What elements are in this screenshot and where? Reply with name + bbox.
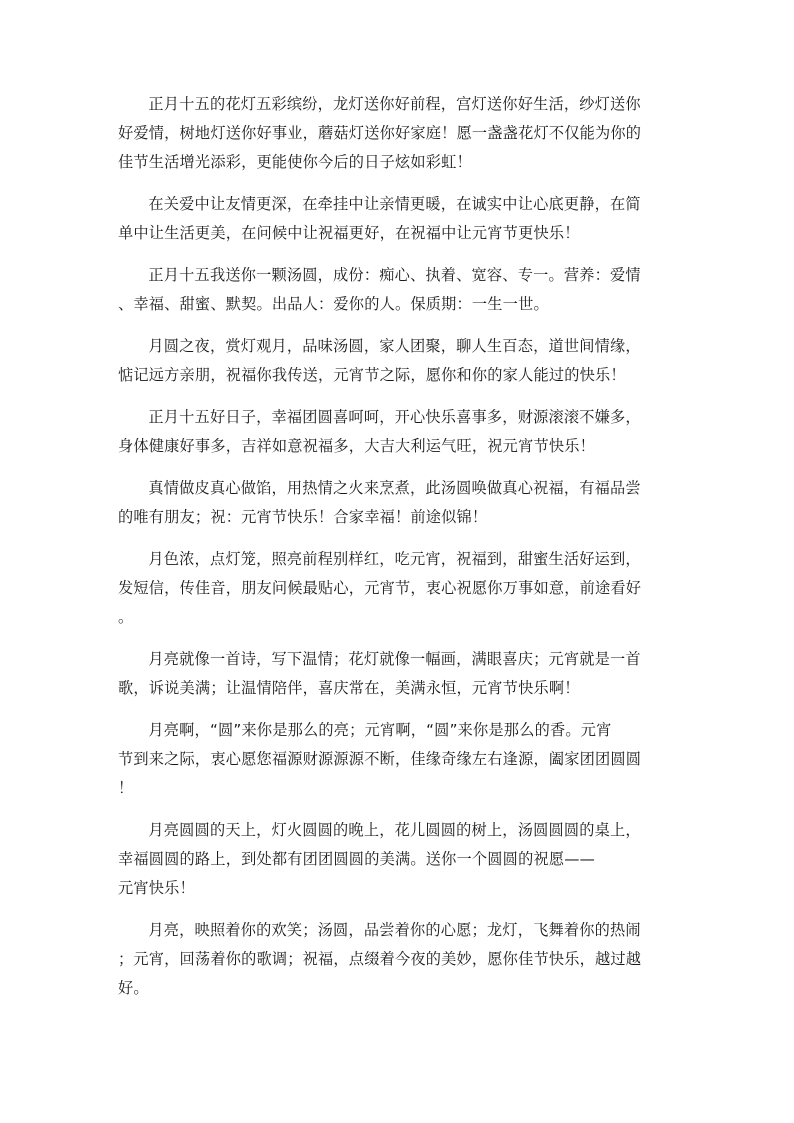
paragraph-line: 正月十五我送你一颗汤圆，成份：痴心、执着、宽容、专一。营养：爱情 [148, 266, 641, 284]
paragraph-line: 月圆之夜，赏灯观月，品味汤圆，家人团聚，聊人生百态，道世间情缘， [148, 337, 641, 355]
paragraph-1 [118, 90, 678, 177]
paragraph-line: ；元宵，回荡着你的歌调；祝福，点缀着今夜的美妙，愿你佳节快乐，越过越 [118, 950, 642, 968]
paragraph-line: 佳节生活增光添彩，更能使你今后的日子炫如彩虹！ [118, 153, 472, 171]
paragraph-6 [118, 474, 678, 532]
document-body [118, 90, 678, 1016]
paragraph-line: 真情做皮真心做馅，用热情之火来烹煮，此汤圆唤做真心祝福，有福品尝 [148, 479, 641, 497]
paragraph-line: 月色浓，点灯笼，照亮前程别样红，吃元宵，祝福到，甜蜜生活好运到， [148, 550, 641, 568]
paragraph-line: 节到来之际，衷心愿您福源财源源源不断，佳缘奇缘左右逢源，阖家团团圆圆 [118, 750, 642, 768]
paragraph-line: 的唯有朋友；祝：元宵节快乐！合家幸福！前途似锦！ [118, 508, 488, 526]
paragraph-line: 幸福圆圆的路上，到处都有团团圆圆的美满。送你一个圆圆的祝愿—— [118, 850, 596, 868]
paragraph-line: 惦记远方亲朋，祝福你我传送，元宵节之际，愿你和你的家人能过的快乐！ [118, 366, 626, 384]
paragraph-line: 。 [118, 608, 134, 626]
paragraph-5 [118, 403, 678, 461]
paragraph-line: 好爱情，树地灯送你好事业，蘑菇灯送你好家庭！愿一盏盏花灯不仅能为你的 [118, 124, 642, 142]
paragraph-7 [118, 545, 678, 632]
paragraph-8 [118, 645, 678, 703]
paragraph-line: 歌，诉说美满；让温情陪伴，喜庆常在，美满永恒，元宵节快乐啊！ [118, 679, 580, 697]
paragraph-line: 发短信，传佳音，朋友问候最贴心，元宵节，衷心祝愿你万事如意，前途看好 [118, 579, 642, 597]
paragraph-11 [118, 916, 678, 1003]
paragraph-2 [118, 190, 678, 248]
paragraph-line: 、幸福、甜蜜、默契。出品人：爱你的人。保质期：一生一世。 [118, 295, 549, 313]
paragraph-line: 在关爱中让友情更深，在牵挂中让亲情更暖，在诚实中让心底更静，在简 [148, 195, 641, 213]
paragraph-line: 正月十五的花灯五彩缤纷，龙灯送你好前程，宫灯送你好生活，纱灯送你 [148, 95, 641, 113]
paragraph-line: 月亮就像一首诗，写下温情；花灯就像一幅画，满眼喜庆；元宵就是一首 [148, 650, 641, 668]
paragraph-line: 月亮啊，“圆”来你是那么的亮；元宵啊，“圆”来你是那么的香。元宵 [148, 721, 612, 739]
paragraph-line: 元宵快乐！ [118, 879, 195, 897]
paragraph-line: 月亮，映照着你的欢笑；汤圆，品尝着你的心愿；龙灯，飞舞着你的热闹 [148, 921, 641, 939]
paragraph-line: 单中让生活更美，在问候中让祝福更好，在祝福中让元宵节更快乐！ [118, 224, 580, 242]
paragraph-line: 月亮圆圆的天上，灯火圆圆的晚上，花儿圆圆的树上，汤圆圆圆的桌上， [148, 821, 641, 839]
paragraph-line: 身体健康好事多，吉祥如意祝福多，大吉大利运气旺，祝元宵节快乐！ [118, 437, 596, 455]
paragraph-10 [118, 816, 678, 903]
paragraph-line: 好。 [118, 979, 149, 997]
paragraph-3 [118, 261, 678, 319]
paragraph-4 [118, 332, 678, 390]
paragraph-line: ！ [118, 779, 134, 797]
paragraph-line: 正月十五好日子，幸福团圆喜呵呵，开心快乐喜事多，财源滚滚不嫌多， [148, 408, 641, 426]
paragraph-9 [118, 716, 678, 803]
